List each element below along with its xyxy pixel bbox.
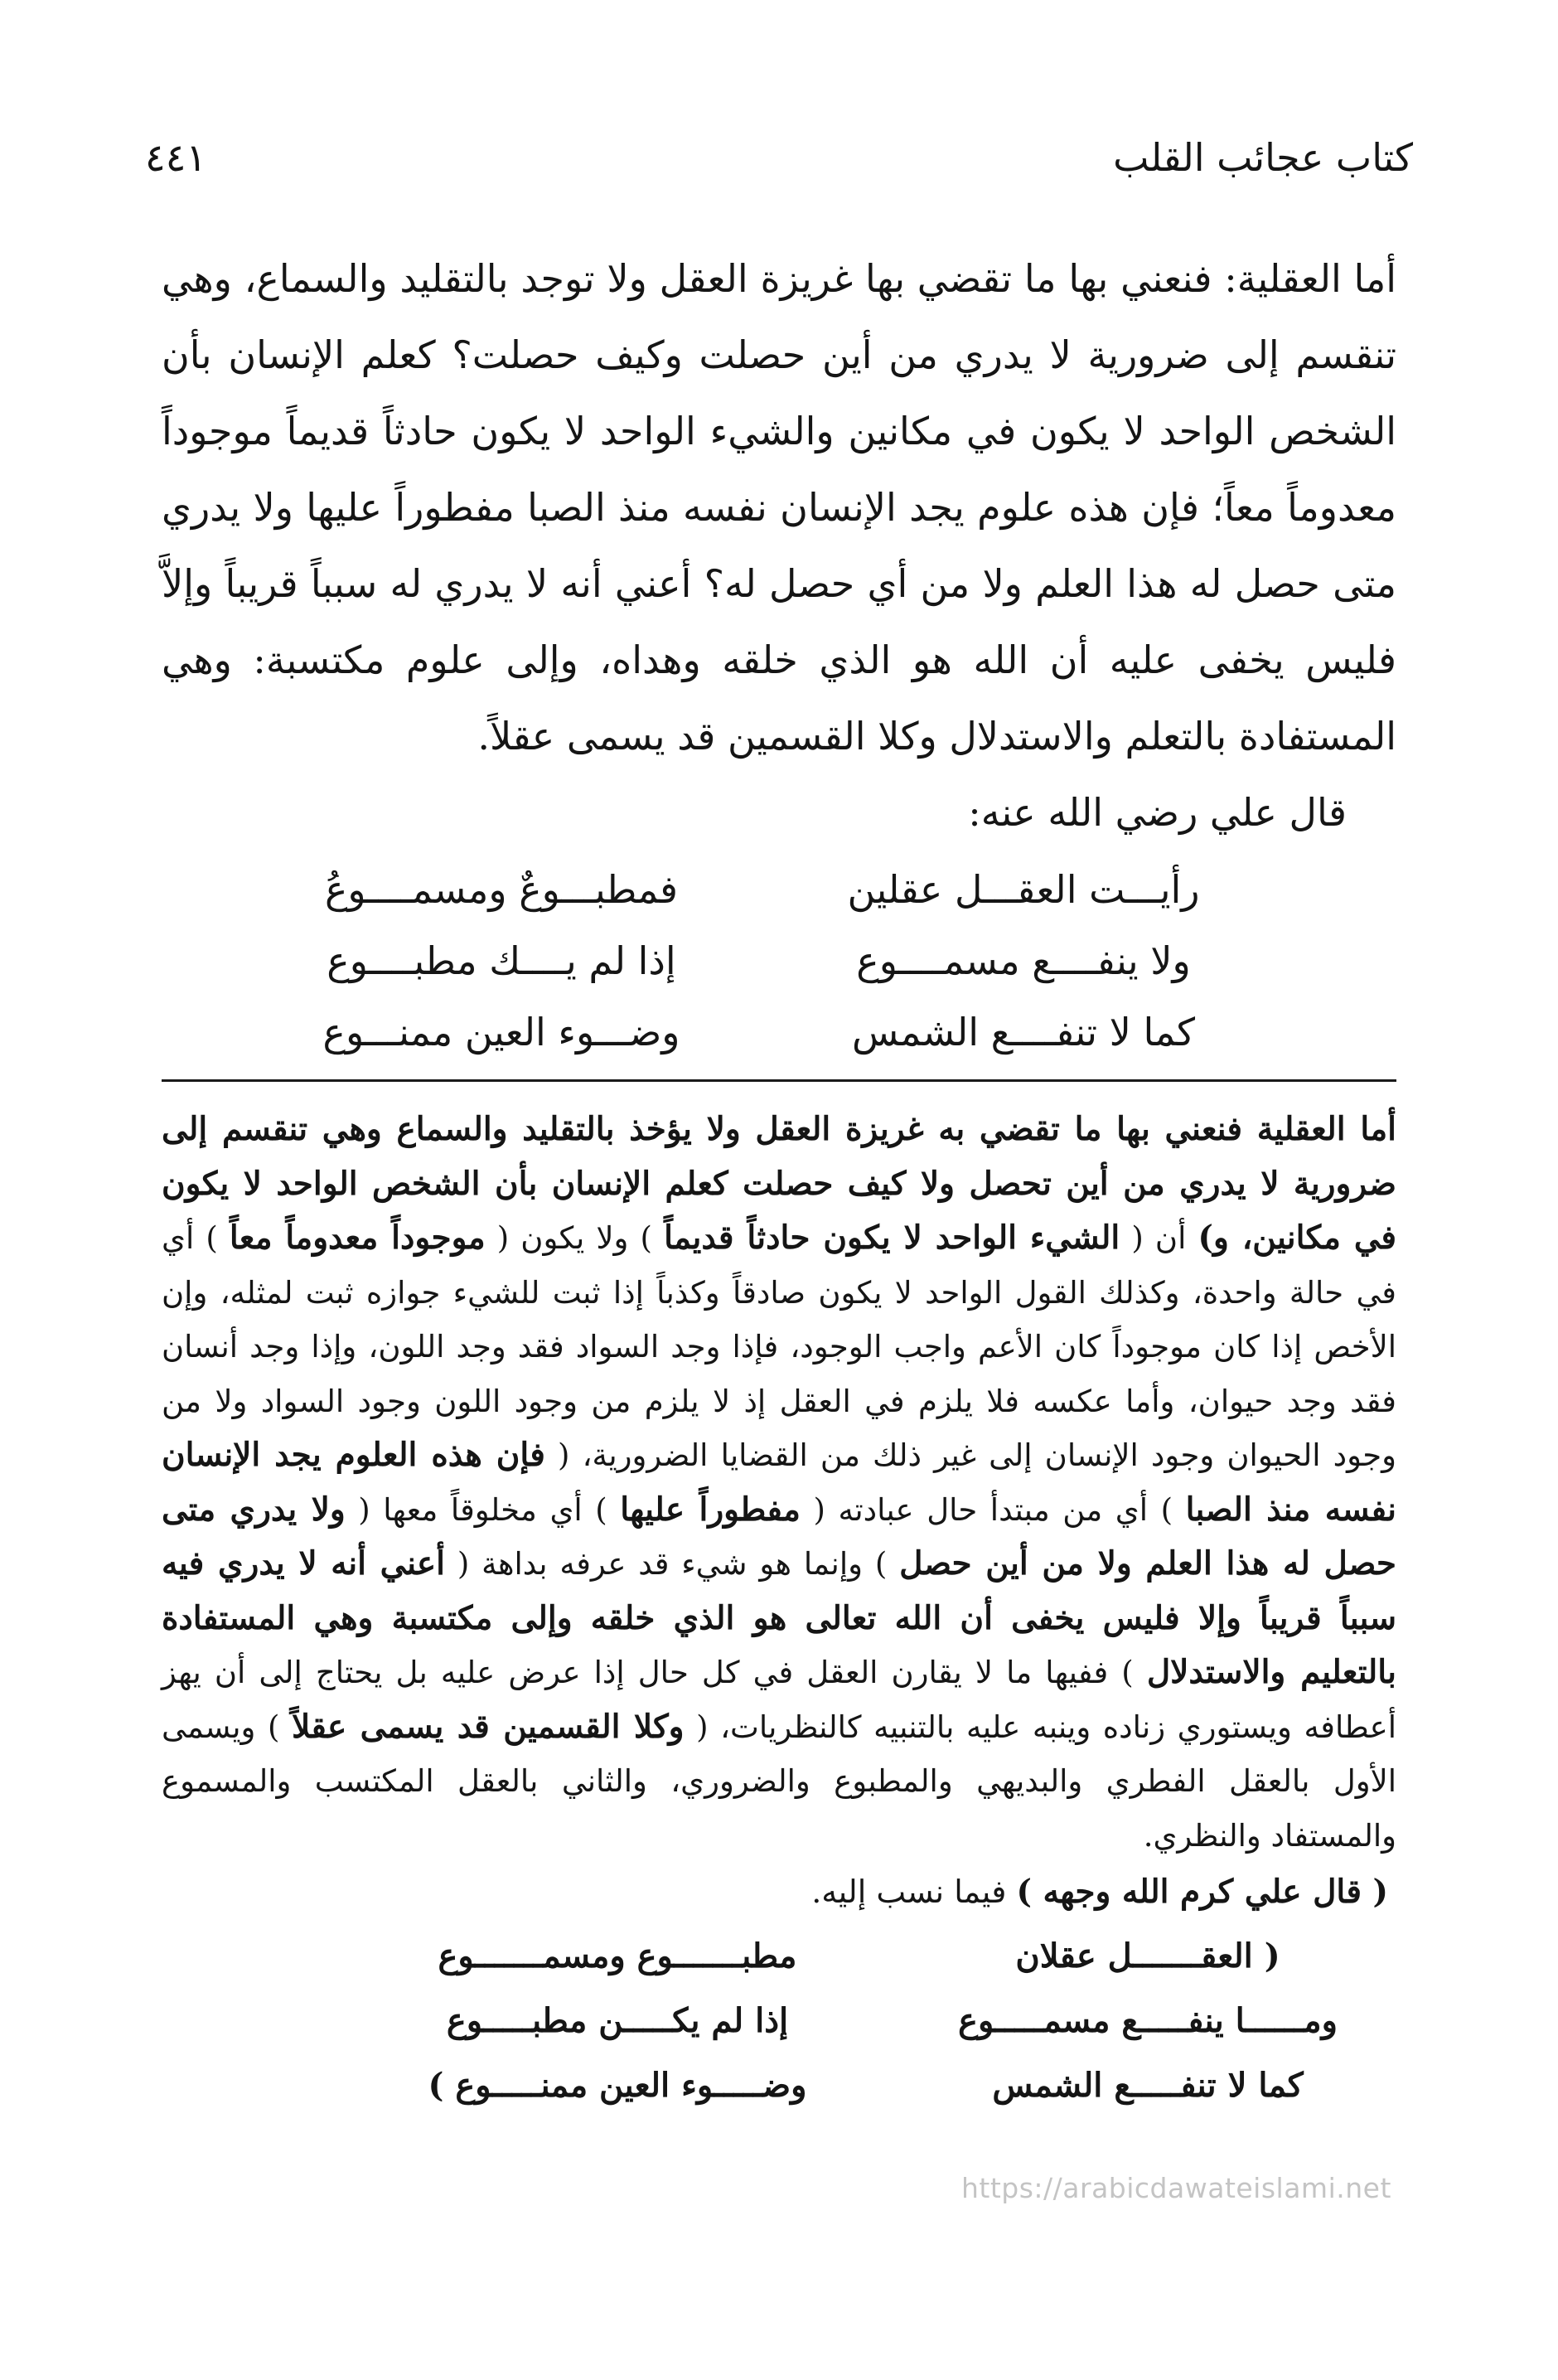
verse-first-hemistich: ومــــــا ينفـــــع مسمـــــوع [958,2001,1338,2041]
commentary-text-run: ) وإنما هو شيء قد عرفه بداهة ( [444,1546,900,1582]
verse-second-hemistich: وضـــــوء العين ممنـــــوع ) [428,2066,807,2106]
verse-line [162,925,1396,996]
quoted-text: موجوداً معدوماً معاً [229,1219,486,1257]
quoted-text: مفطوراً عليها [620,1490,801,1529]
quoted-text: أما العقلية فنعني بها ما تقضي به غريزة العقل ولا يؤخذ بالتقليد والسماع وهي تنقسم إلى ضرورية لا يدري من أين تحصل ولا كيف حصلت كعلم الإنسان بأن الشخص الواحد لا يكون في مكانين، و) [162,1110,1397,1257]
quoted-text: وكلا القسمين قد يسمى عقلاً [291,1707,685,1746]
verse-first-hemistich: ولا ينفــــع مسمــــوع [856,938,1191,983]
page-number: ٤٤١ [145,135,207,180]
commentary-text [162,1103,1396,2118]
commentary-text-run: ) ولا يكون ( [485,1220,665,1256]
running-header [145,124,1413,191]
verse-first-hemistich: ( العقـــــــل عقلان [1015,1936,1280,1976]
verse-line [162,996,1396,1068]
main-paragraph: أما العقلية: فنعني بها ما تقضي بها غريزة العقل ولا توجد بالتقليد والسماع، وهي تنقسم إلى ضرورية لا يدري من أين حصلت وكيف حصلت؟ كعلم الإنسان بأن الشخص الواحد لا يكون في مكانين والشيء الواحد لا يكون حادثاً قديماً موجوداً معدوماً معاً؛ فإن هذه علوم يجد الإنسان نفسه منذ الصبا مفطوراً عليها ولا يدري متى حصل له هذا العلم ولا من أي حصل له؟ أعني أنه لا يدري له سبباً قريباً وإلاَّ فليس يخفى عليه أن الله هو الذي خلقه وهداه، وإلى علوم مكتسبة: وهي المستفادة بالتعلم والاستدلال وكلا القسمين قد يسمى عقلاً. [162,256,1397,759]
main-text [162,240,1396,1068]
book-title: كتاب عجائب القلب [1113,135,1413,180]
quoted-text: أعني أنه لا يدري فيه سبباً قريباً وإلا فليس يخفى أن الله تعالى هو الذي خلقه وإلى مكتسبة وهي المستفادة بالتعليم والاستدلال [162,1544,1397,1691]
commentary-paragraph [162,1103,1396,1863]
quoted-text: ولا يدري متى حصل له هذا العلم ولا من أين حصل [162,1490,1396,1583]
verse-line [162,1989,1396,2053]
verse-first-hemistich: رأيـــت العقـــل عقلين [847,867,1200,912]
quoted-text: الشيء الواحد لا يكون حادثاً قديماً [664,1219,1120,1257]
commentary-text-run: فيما نسب إليه. [811,1873,1017,1910]
verse-first-hemistich: كما لا تنفــــع الشمس [851,1010,1196,1054]
verse-line [162,2053,1396,2118]
quoted-text: فإن هذه العلوم يجد الإنسان نفسه منذ الصبا [162,1436,1396,1529]
commentary-text-run: ) أي من مبتدأ حال عبادته ( [800,1491,1186,1528]
commentary-text-run: ) ويسمى الأول بالعقل الفطري والبديهي والمطبوع والضروري، والثاني بالعقل المكتسب والمسموع والمستفاد والنظري. [162,1709,1396,1854]
verse-line [162,854,1396,925]
verse-line [162,1924,1396,1989]
commentary-text-run: ) أي مخلوقاً معها ( [345,1491,621,1528]
commentary-text-run: ) ففيها ما لا يقارن العقل في كل حال إذا عرض عليه بل يحتاج إلى أن يهز أعطافه ويستوري زناده وينبه عليه بالتنبيه كالنظريات، ( [162,1655,1396,1745]
quoted-text: ( قال علي كرم الله وجهه ) [1016,1873,1388,1911]
commentary-verse-block [162,1924,1396,2118]
commentary-divider [162,1079,1396,1082]
verse-intro: قال علي رضي الله عنه: [968,790,1347,835]
verse-block [162,854,1396,1068]
verse-second-hemistich: وضـــوء العين ممنـــوع [322,1010,680,1054]
commentary-verse-intro [162,1863,1396,1921]
verse-second-hemistich: مطبـــــــوع ومسمـــــــوع [438,1936,797,1976]
verse-second-hemistich: إذا لم يــــك مطبــــوع [327,938,676,983]
verse-second-hemistich: إذا لم يكـــــن مطبـــــوع [446,2001,789,2041]
commentary-text-run: أن ( [1120,1220,1198,1256]
source-watermark: https://arabicdawateislami.net [961,2172,1391,2204]
verse-first-hemistich: كما لا تنفـــــع الشمس [992,2066,1304,2106]
commentary-text-run: ) أي في حالة واحدة، وكذلك القول الواحد لا يكون صادقاً وكذباً إذا ثبت للشيء جوازه ثبت لمثله، وإن الأخص إذا كان موجوداً كان الأعم واجب الوجود، فإذا وجد السواد فقد وجد اللون، وإذا وجد أنسان فقد وجد حيوان، وأما عكسه فلا يلزم في العقل إذ لا يلزم من وجود اللون وجود السواد ولا من وجود الحيوان وجود الإنسان إلى غير ذلك من القضايا الضرورية، ( [162,1220,1397,1473]
verse-second-hemistich: فمطبـــوعٌ ومسمــــوعُ [324,867,679,912]
